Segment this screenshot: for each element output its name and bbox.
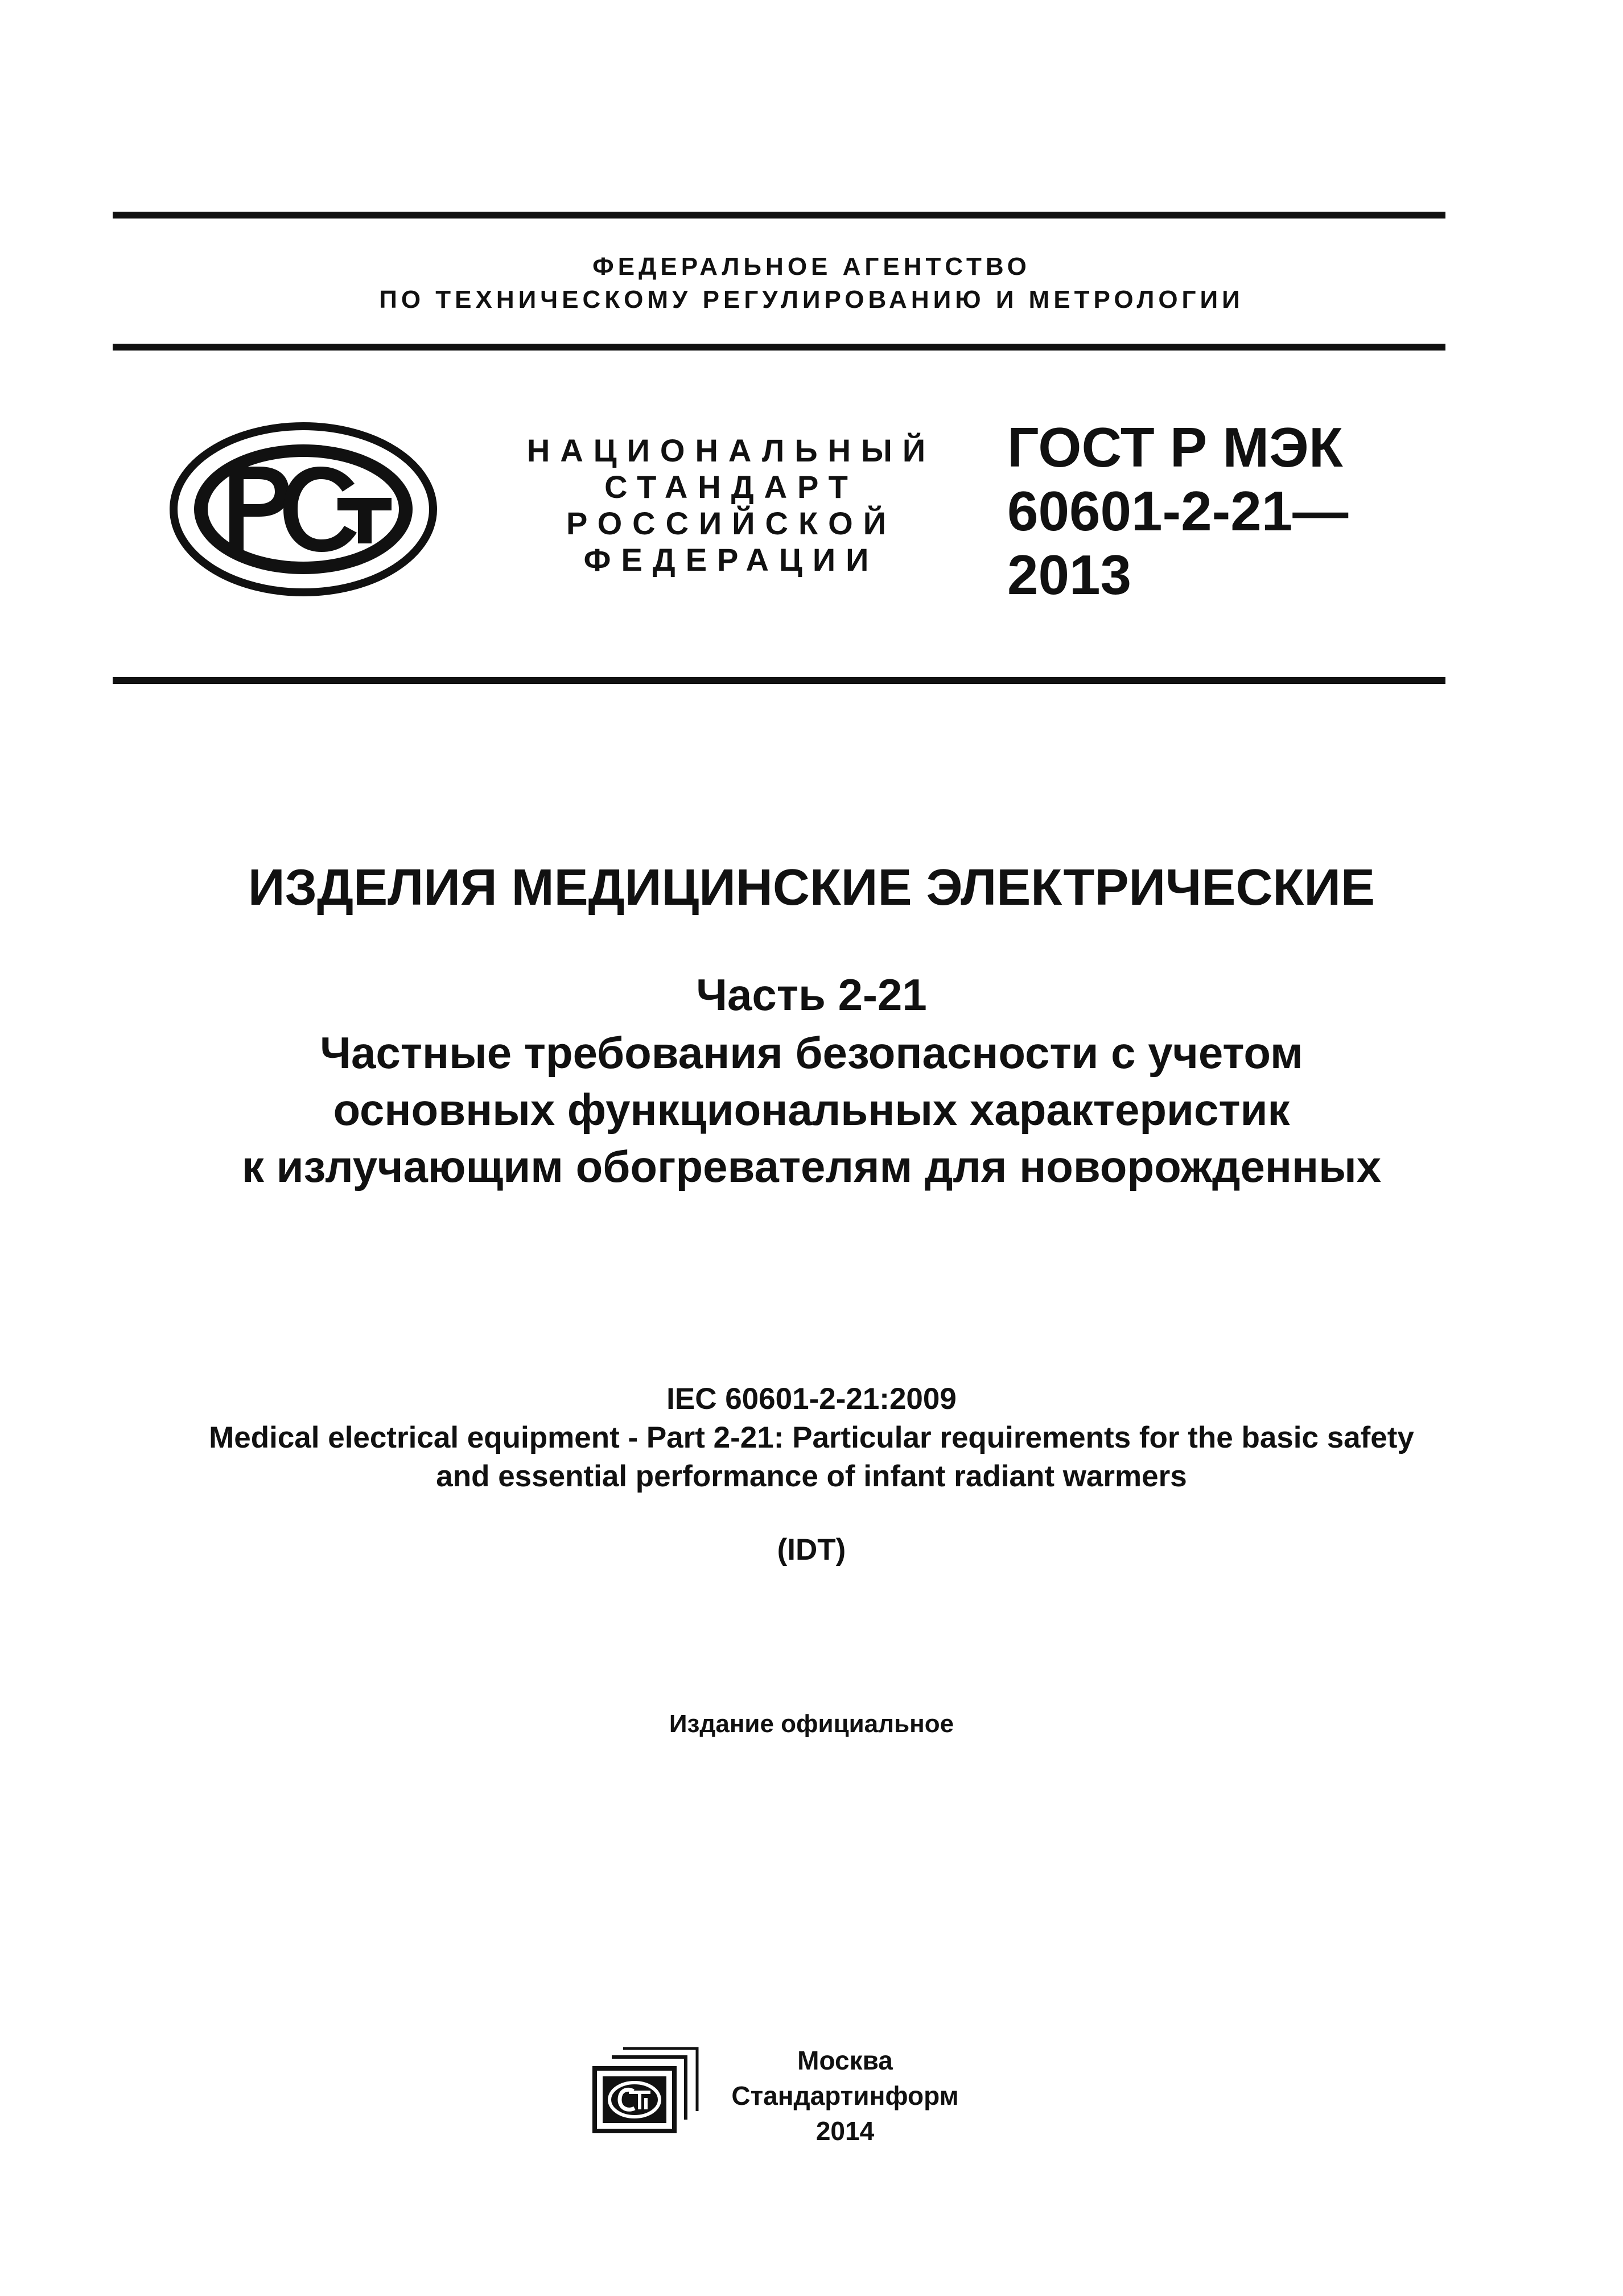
rst-certification-logo-icon: [167, 421, 440, 597]
iec-title-line-2: and essential performance of infant radiant warmers: [436, 1460, 1187, 1493]
standard-designation: [1007, 415, 1440, 607]
designation-line-3: 2013: [1007, 543, 1132, 606]
iec-reference: [0, 1380, 1623, 1496]
national-standard-line-4: ФЕДЕРАЦИИ: [583, 542, 879, 578]
publisher-imprint: [708, 2043, 982, 2149]
header-bottom-rule: [113, 677, 1445, 684]
subtitle: [0, 1024, 1623, 1195]
main-title: ИЗДЕЛИЯ МЕДИЦИНСКИЕ ЭЛЕКТРИЧЕСКИЕ: [248, 859, 1375, 916]
publisher-logo-icon: [589, 2046, 703, 2137]
agency-header: [0, 250, 1623, 316]
agency-line-2: ПО ТЕХНИЧЕСКОМУ РЕГУЛИРОВАНИЮ И МЕТРОЛОГИИ: [379, 286, 1244, 314]
agency-bottom-rule: [113, 344, 1445, 351]
part-number: Часть 2-21: [696, 970, 927, 1020]
iec-code: IEC 60601-2-21:2009: [666, 1382, 957, 1416]
publisher-name: Стандартинформ: [731, 2081, 959, 2110]
subtitle-line-2: основных функциональных характеристик: [333, 1085, 1290, 1135]
subtitle-line-3: к излучающим обогревателям для новорожденных: [241, 1141, 1382, 1192]
national-standard-line-2: СТАНДАРТ: [604, 469, 858, 505]
designation-line-1: ГОСТ Р МЭК: [1007, 416, 1343, 479]
subtitle-line-1: Частные требования безопасности с учетом: [320, 1028, 1303, 1078]
national-standard-line-3: РОССИЙСКОЙ: [566, 505, 896, 541]
publisher-year: 2014: [815, 2116, 875, 2146]
publisher-city: Москва: [797, 2046, 893, 2075]
designation-line-2: 60601-2-21—: [1007, 480, 1349, 542]
national-standard-line-1: НАЦИОНАЛЬНЫЙ: [526, 432, 936, 468]
top-rule: [113, 212, 1445, 219]
national-standard-label: [506, 432, 956, 578]
agency-line-1: ФЕДЕРАЛЬНОЕ АГЕНТСТВО: [592, 253, 1031, 281]
edition-label: Издание официальное: [669, 1710, 954, 1738]
iec-title-line-1: Medical electrical equipment - Part 2-21: Particular requirements for the basic safety: [209, 1421, 1414, 1454]
identity-degree: (IDT): [777, 1533, 846, 1567]
